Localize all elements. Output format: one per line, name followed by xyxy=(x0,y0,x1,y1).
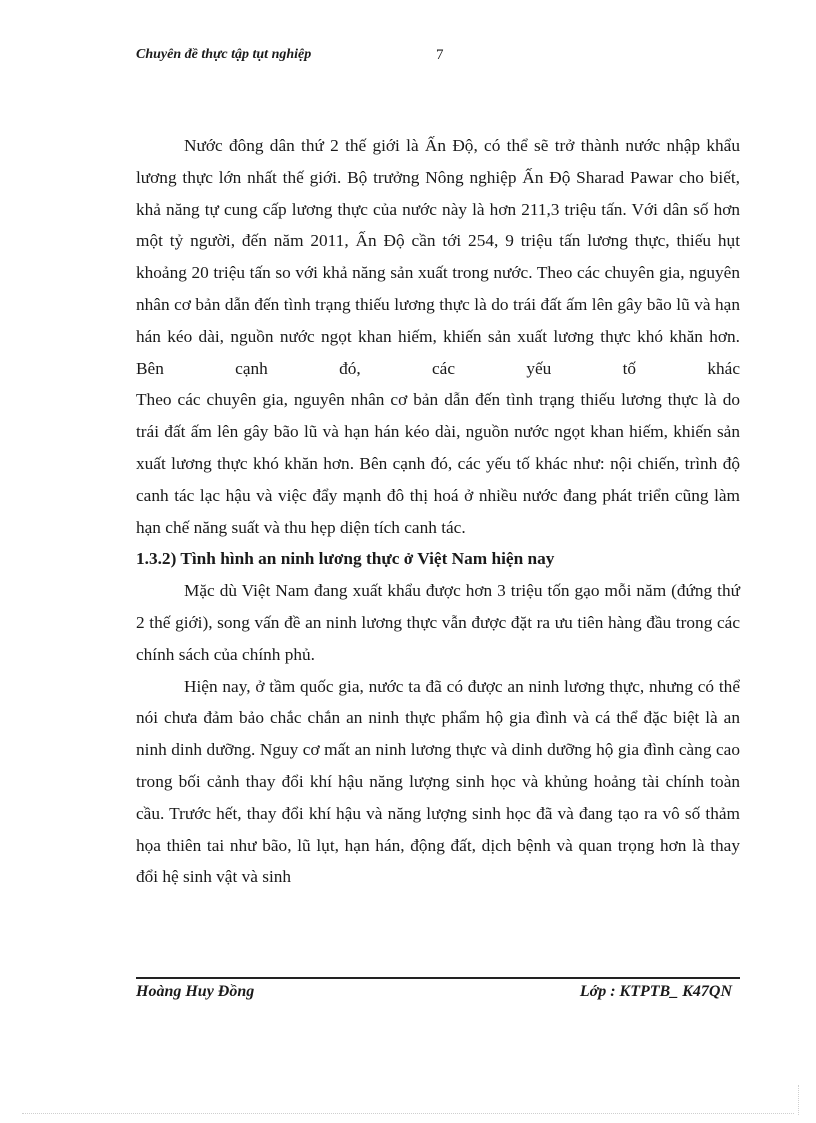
footer-divider xyxy=(136,977,740,979)
paragraph-india-food-import: Nước đông dân thứ 2 thế giới là Ấn Độ, có thể sẽ trở thành nước nhập khẩu lương thực lớn nhất thế giới. Bộ trưởng Nông nghiệp Ấn Độ Sharad Pawar cho biết, khả năng tự cung cấp lương thực của nước này là hơn 211,3 triệu tấn. Với dân số hơn một tỷ người, đến năm 2011, Ấn Độ cần tới 254, 9 triệu tấn lương thực, thiếu hụt khoảng 20 triệu tấn so với khả năng sản xuất trong nước. Theo các chuyên gia, nguyên nhân cơ bản dẫn đến tình trạng thiếu lương thực là do trái đất ấm lên gây bão lũ và hạn hán kéo dài, nguồn nước ngọt khan hiếm, khiến sản xuất lương thực khó khăn hơn. Bên cạnh đó, các yếu tố khác xyxy=(136,136,740,378)
section-heading: 1.3.2) Tình hình an ninh lương thực ở Việt Nam hiện nay xyxy=(136,549,555,569)
paragraph-causes-food-shortage: Theo các chuyên gia, nguyên nhân cơ bản dẫn đến tình trạng thiếu lương thực là do trái đất ấm lên gây bão lũ và hạn hán kéo dài, nguồn nước ngọt khan hiếm, khiến sản xuất lương thực khó khăn hơn. Bên cạnh đó, các yếu tố khác như: nội chiến, trình độ canh tác lạc hậu và việc đẩy mạnh đô thị hoá ở nhiều nước đang phát triển cũng làm hạn chế năng suất và thu hẹp diện tích canh tác. xyxy=(136,390,740,537)
footer-author: Hoàng Huy Đồng xyxy=(136,983,255,1000)
page-boundary-line xyxy=(22,1113,794,1114)
paragraph-food-security-risks: Hiện nay, ở tầm quốc gia, nước ta đã có được an ninh lương thực, nhưng có thể nói chưa đảm bảo chắc chắn an ninh thực phẩm hộ gia đình và cá thể đặc biệt là an ninh dinh dưỡng. Nguy cơ mất an ninh lương thực và dinh dưỡng hộ gia đình càng cao trong bối cảnh thay đổi khí hậu năng lượng sinh học và khủng hoảng tài chính toàn cầu. Trước hết, thay đổi khí hậu và năng lượng sinh học đã và đang tạo ra vô số thảm họa thiên tai như bão, lũ lụt, hạn hán, động đất, dịch bệnh và quan trọng hơn là thay đổi hệ sinh vật và sinh xyxy=(136,676,740,887)
page-number: 7 xyxy=(436,47,444,63)
page-header xyxy=(136,47,736,71)
paragraph-vietnam-rice-export: Mặc dù Việt Nam đang xuất khẩu được hơn 3 triệu tốn gạo mỗi năm (đứng thứ 2 thế giới), song vấn đề an ninh lương thực vẫn được đặt ra ưu tiên hàng đầu trong các chính sách của chính phủ. xyxy=(136,581,740,664)
header-title: Chuyên đề thực tập tụt nghiệp xyxy=(136,47,312,62)
footer-class: Lớp : KTPTB_ K47QN xyxy=(579,983,732,1000)
document-body xyxy=(136,130,740,893)
page-boundary-corner xyxy=(798,1085,799,1115)
